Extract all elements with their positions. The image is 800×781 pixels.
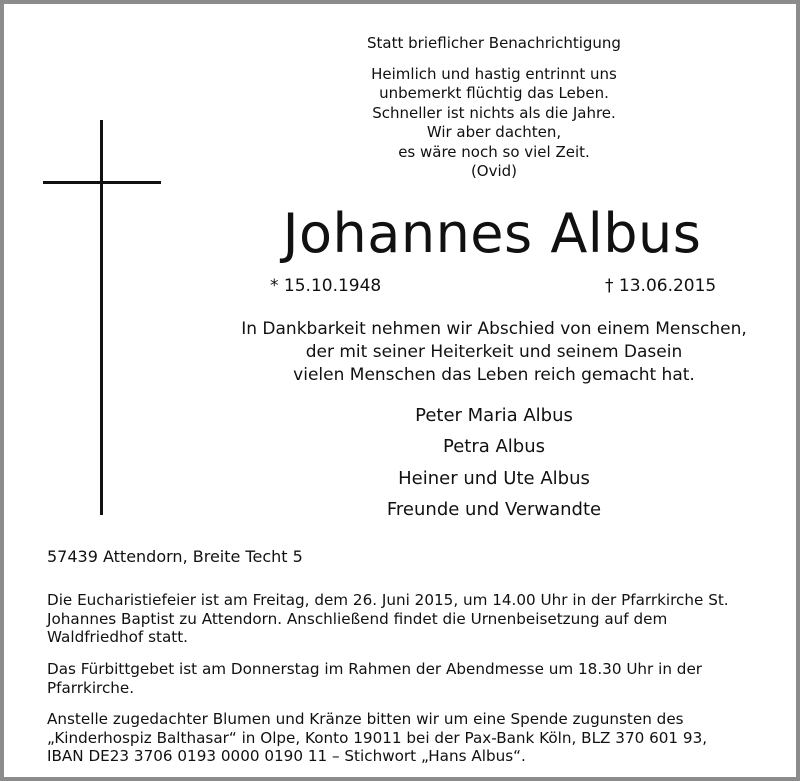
gratitude-line: vielen Menschen das Leben reich gemacht hat. bbox=[293, 365, 695, 386]
gratitude-text bbox=[204, 318, 784, 388]
cross-icon-vertical-bar bbox=[100, 120, 103, 515]
poem bbox=[294, 65, 694, 181]
cross-icon-horizontal-bar bbox=[43, 181, 161, 184]
paragraph-line: „Kinderhospiz Balthasar“ in Olpe, Konto 19011 bei der Pax-Bank Köln, BLZ 370 601 93, bbox=[47, 728, 708, 747]
family-address: 57439 Attendorn, Breite Techt 5 bbox=[47, 547, 303, 566]
poem-line: Schneller ist nichts als die Jahre. bbox=[372, 103, 616, 122]
paragraph-line: Die Eucharistiefeier ist am Freitag, dem 26. Juni 2015, um 14.00 Uhr in der Pfarrkirche St. bbox=[47, 591, 729, 609]
poem-line: Heimlich und hastig entrinnt uns bbox=[371, 65, 617, 83]
mourner-name: Freunde und Verwandte bbox=[386, 498, 602, 520]
prayer-info-paragraph bbox=[47, 660, 767, 697]
paragraph-line: Johannes Baptist zu Attendorn. Anschließend findet die Urnenbeisetzung auf dem bbox=[47, 609, 668, 628]
paragraph-line: Das Fürbittgebet ist am Donnerstag im Rahmen der Abendmesse um 18.30 Uhr in der bbox=[47, 660, 703, 678]
mourners-list bbox=[294, 400, 694, 525]
paragraph-line: Waldfriedhof statt. bbox=[47, 628, 189, 647]
donation-info-paragraph bbox=[47, 710, 767, 766]
poem-line: es wäre noch so viel Zeit. bbox=[398, 142, 590, 161]
paragraph-line: Anstelle zugedachter Blumen und Kränze bitten wir um eine Spende zugunsten des bbox=[47, 710, 684, 728]
birth-date: * 15.10.1948 bbox=[270, 276, 382, 296]
paragraph-line: IBAN DE23 3706 0193 0000 0190 11 – Stichwort „Hans Albus“. bbox=[47, 747, 526, 766]
poem-line: Wir aber dachten, bbox=[426, 123, 562, 142]
notice-heading: Statt brieflicher Benachrichtigung bbox=[367, 34, 621, 52]
gratitude-line: In Dankbarkeit nehmen wir Abschied von einem Menschen, bbox=[241, 319, 747, 339]
service-info-paragraph bbox=[47, 591, 767, 647]
death-date: † 13.06.2015 bbox=[605, 276, 717, 296]
mourner-name: Petra Albus bbox=[442, 436, 546, 458]
gratitude-line: der mit seiner Heiterkeit und seinem Dasein bbox=[305, 342, 683, 363]
paragraph-line: Pfarrkirche. bbox=[47, 678, 135, 697]
mourner-name: Heiner und Ute Albus bbox=[398, 467, 590, 489]
poem-author: (Ovid) bbox=[470, 162, 518, 181]
mourner-name: Peter Maria Albus bbox=[415, 405, 573, 426]
deceased-name: Johannes Albus bbox=[282, 202, 702, 265]
poem-line: unbemerkt flüchtig das Leben. bbox=[379, 84, 609, 103]
